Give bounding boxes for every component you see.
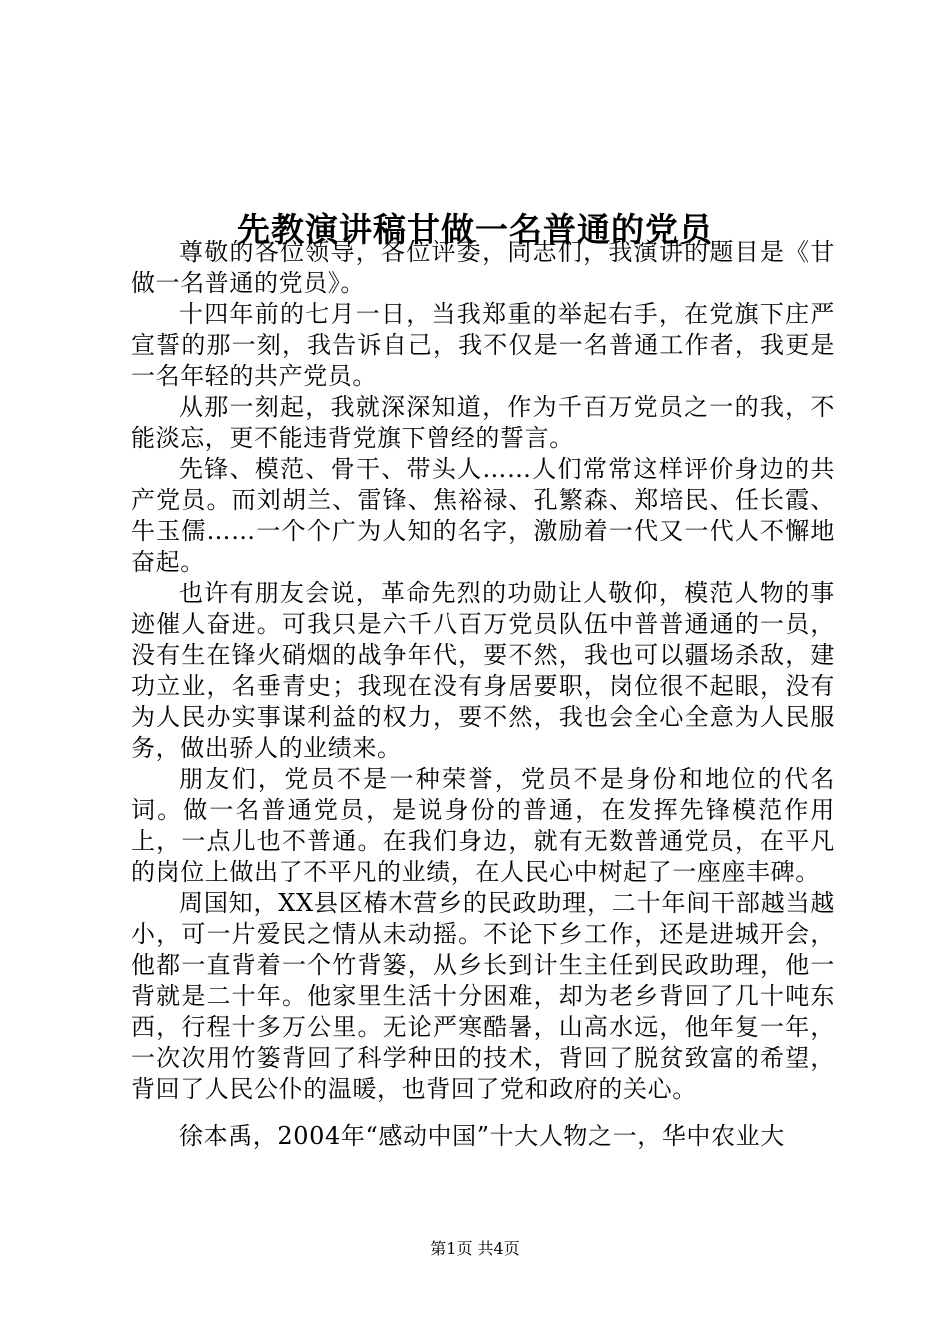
paragraph-oath: 十四年前的七月一日，当我郑重的举起右手，在党旗下庄严宣誓的那一刻，我告诉自己，我不仅是一名普通工作者，我更是一名年轻的共产党员。 — [131, 300, 835, 390]
paragraph-ordinary-member: 也许有朋友会说，革命先烈的功勋让人敬仰，模范人物的事迹催人奋进。可我只是六千八百万党员队伍中普普通通的一员，没有生在锋火硝烟的战争年代，要不然，我也可以疆场杀敌，建功立业，名垂青史；我现在没有身居要职，岗位很不起眼，没有为人民办实事谋利益的权力，要不然，我也会全心全意为人民服务，做出骄人的业绩来。 — [131, 579, 835, 762]
paragraph-models: 先锋、模范、骨干、带头人……人们常常这样评价身边的共产党员。而刘胡兰、雷锋、焦裕禄、孔繁森、郑培民、任长霞、牛玉儒……一个个广为人知的名字，激励着一代又一代人不懈地奋起。 — [131, 455, 835, 576]
paragraph-greeting: 尊敬的各位领导，各位评委，同志们，我演讲的题目是《甘做一名普通的党员》。 — [131, 238, 835, 297]
paragraph-zhou-guozhi: 周国知，XX县区椿木营乡的民政助理，二十年间干部越当越小，可一片爱民之情从未动摇。不论下乡工作，还是进城开会，他都一直背着一个竹背篓，从乡长到计生主任到民政助理，他一背就是二十年。他家里生活十分困难，却为老乡背回了几十吨东西，行程十多万公里。无论严寒酷暑，山高水远，他年复一年，一次次用竹篓背回了科学种田的技术，背回了脱贫致富的希望，背回了人民公仆的温暖，也背回了党和政府的关心。 — [131, 889, 835, 1103]
paragraph-xu-benyu: 徐本禹，2004年“感动中国”十大人物之一，华中农业大 — [179, 1122, 785, 1150]
document-title: 先教演讲稿甘做一名普通的党员 — [237, 210, 713, 250]
paragraph-friends: 朋友们，党员不是一种荣誉，党员不是身份和地位的代名词。做一名普通党员，是说身份的普通，在发挥先锋模范作用上，一点儿也不普通。在我们身边，就有无数普通党员，在平凡的岗位上做出了不平凡的业绩，在人民心中树起了一座座丰碑。 — [131, 765, 835, 886]
paragraph-promise: 从那一刻起，我就深深知道，作为千百万党员之一的我，不能淡忘，更不能违背党旗下曾经的誓言。 — [131, 393, 835, 452]
page-footer: 第1页 共4页 — [430, 1239, 520, 1258]
document-body — [131, 237, 835, 1152]
